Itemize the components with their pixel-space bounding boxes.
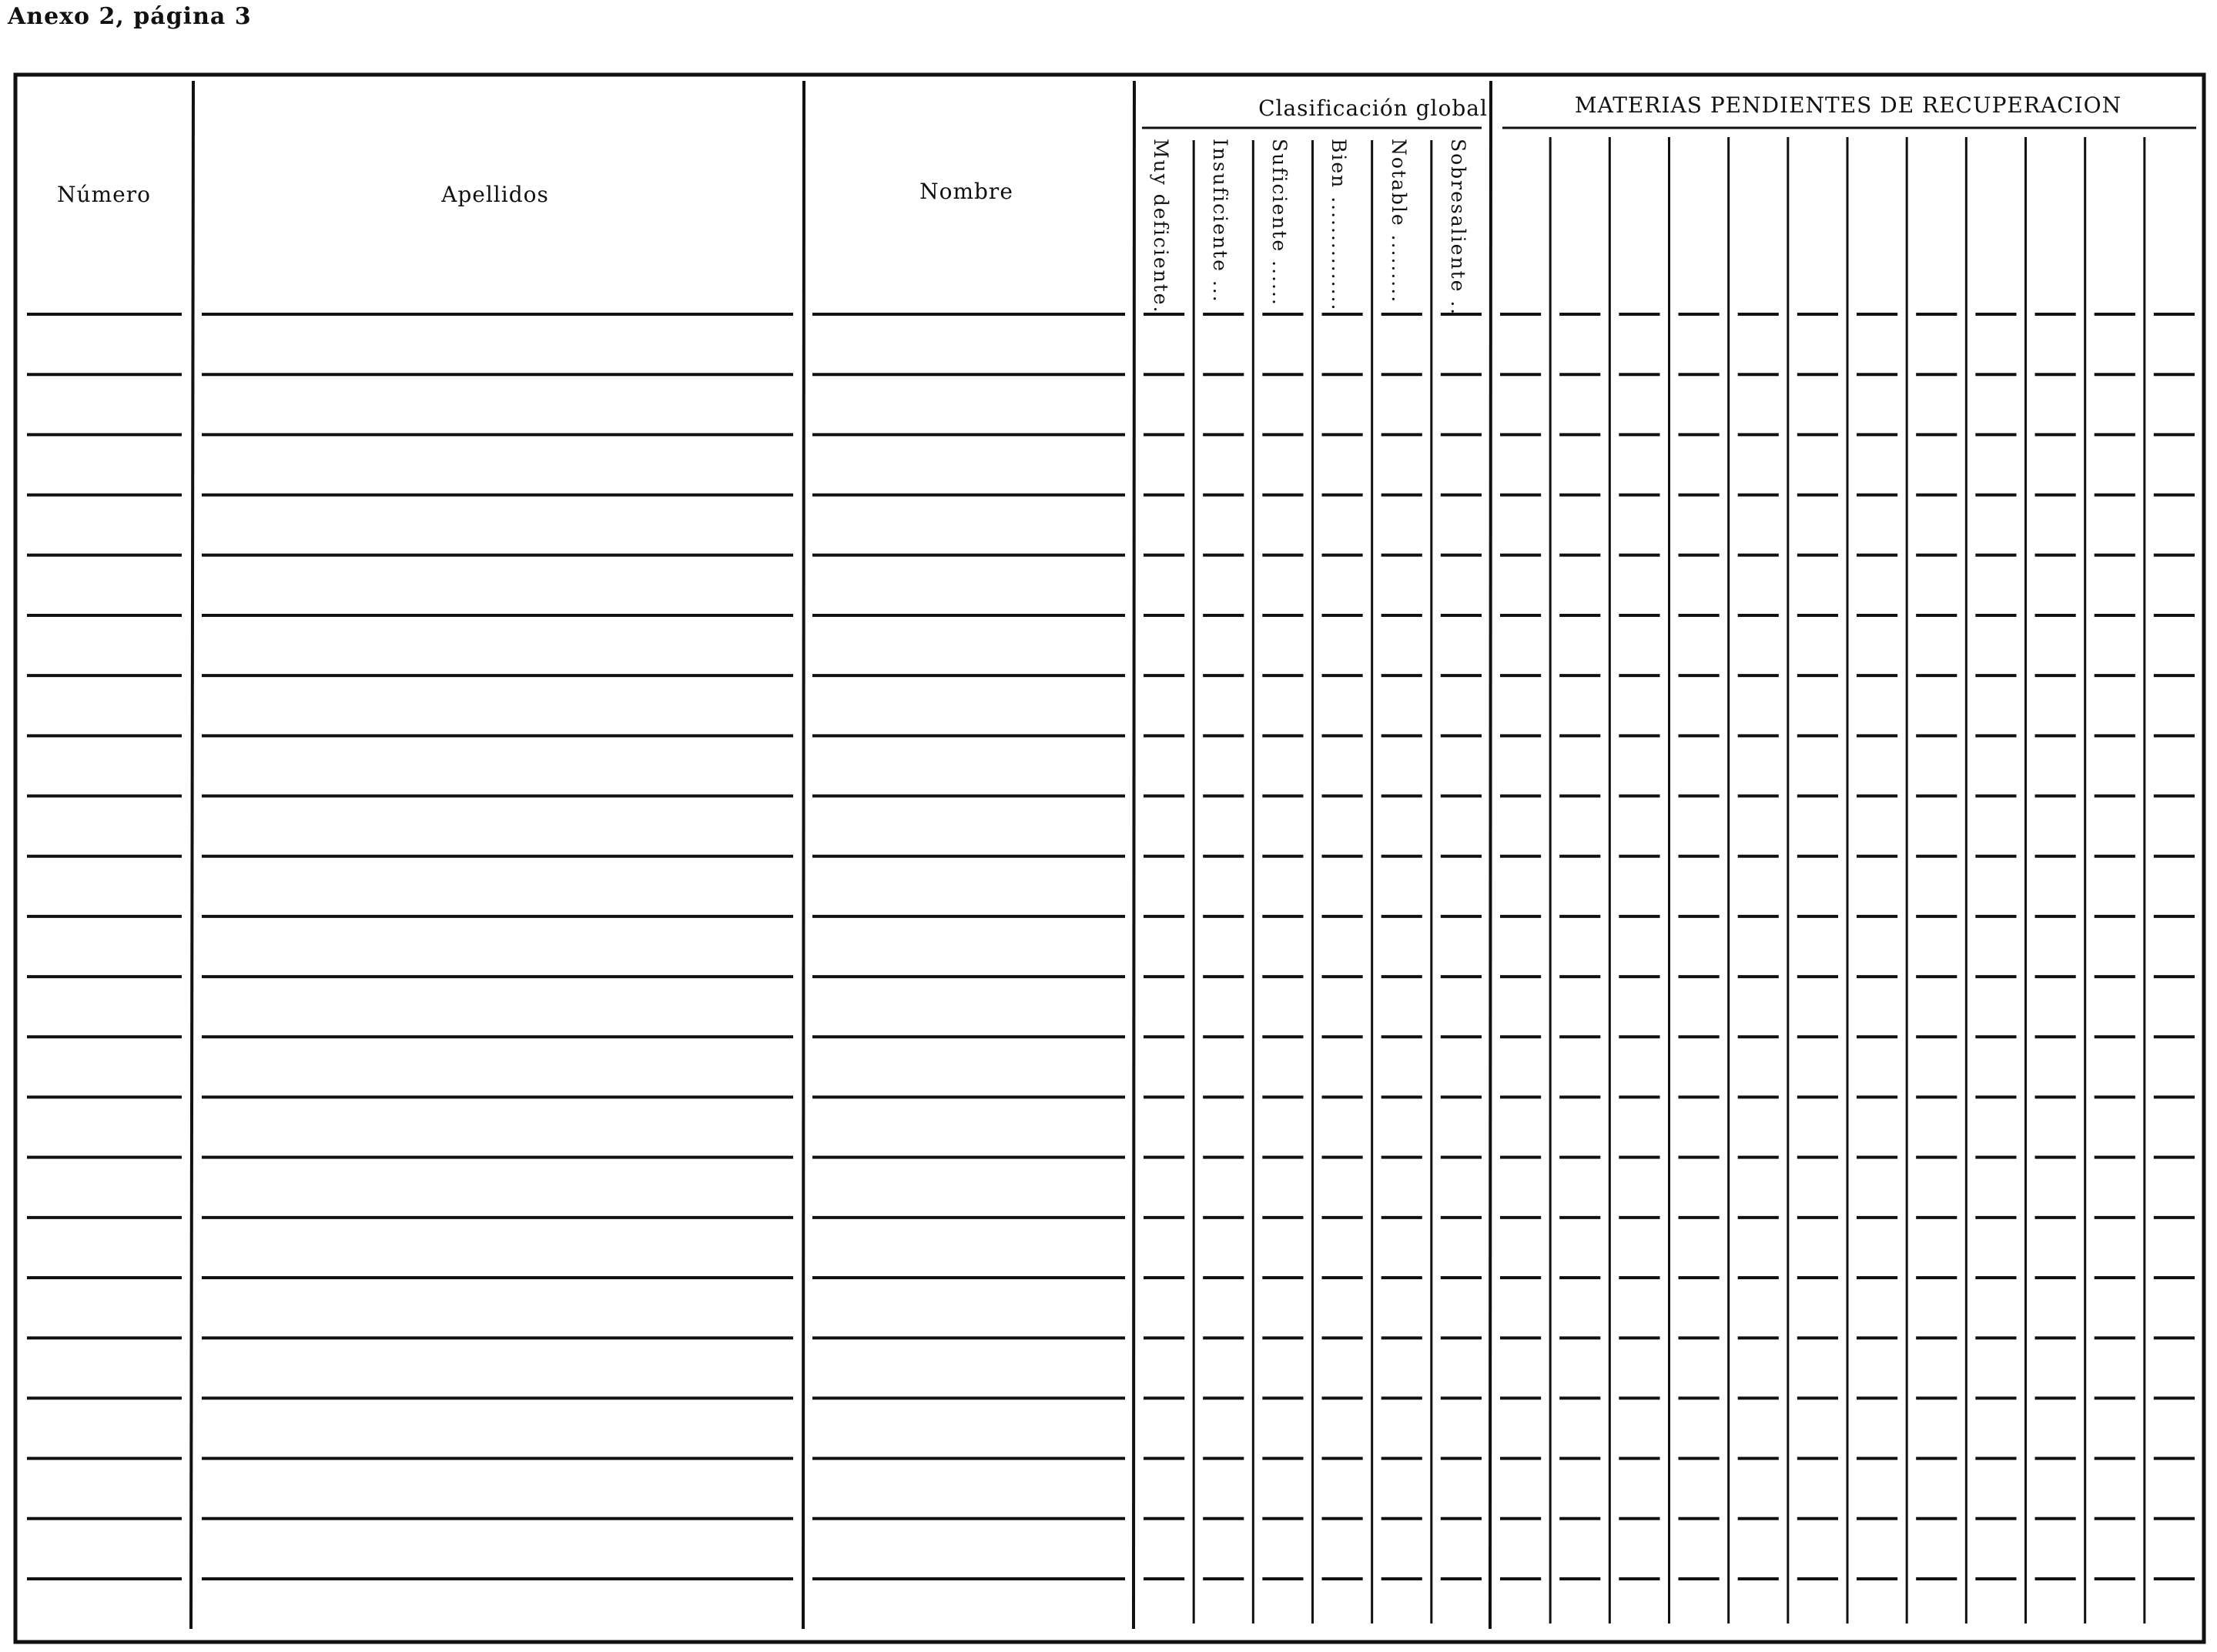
header-clasificacion-global: Clasificación global <box>1258 96 1488 121</box>
column-divider <box>803 81 804 1629</box>
grade-header-sobresaliente: Sobresaliente .. <box>1447 139 1469 317</box>
grade-header-bien: Bien ............... <box>1328 139 1350 312</box>
grade-header-notable: Notable ......... <box>1388 139 1410 304</box>
page-caption: Anexo 2, página 3 <box>8 3 252 30</box>
header-apellidos: Apellidos <box>441 182 549 207</box>
grade-header-muy-deficiente: Muy deficiente. <box>1150 139 1172 314</box>
header-numero: Número <box>57 182 151 207</box>
grade-header-insuficiente: Insuficiente ... <box>1209 139 1231 303</box>
column-divider <box>191 81 193 1629</box>
header-materias-pendientes: MATERIAS PENDIENTES DE RECUPERACION <box>1574 92 2122 118</box>
grade-header-suficiente: Suficiente ...... <box>1268 139 1291 307</box>
header-nombre: Nombre <box>919 179 1013 204</box>
column-divider <box>1490 81 1491 1629</box>
form-border <box>15 75 2204 1642</box>
